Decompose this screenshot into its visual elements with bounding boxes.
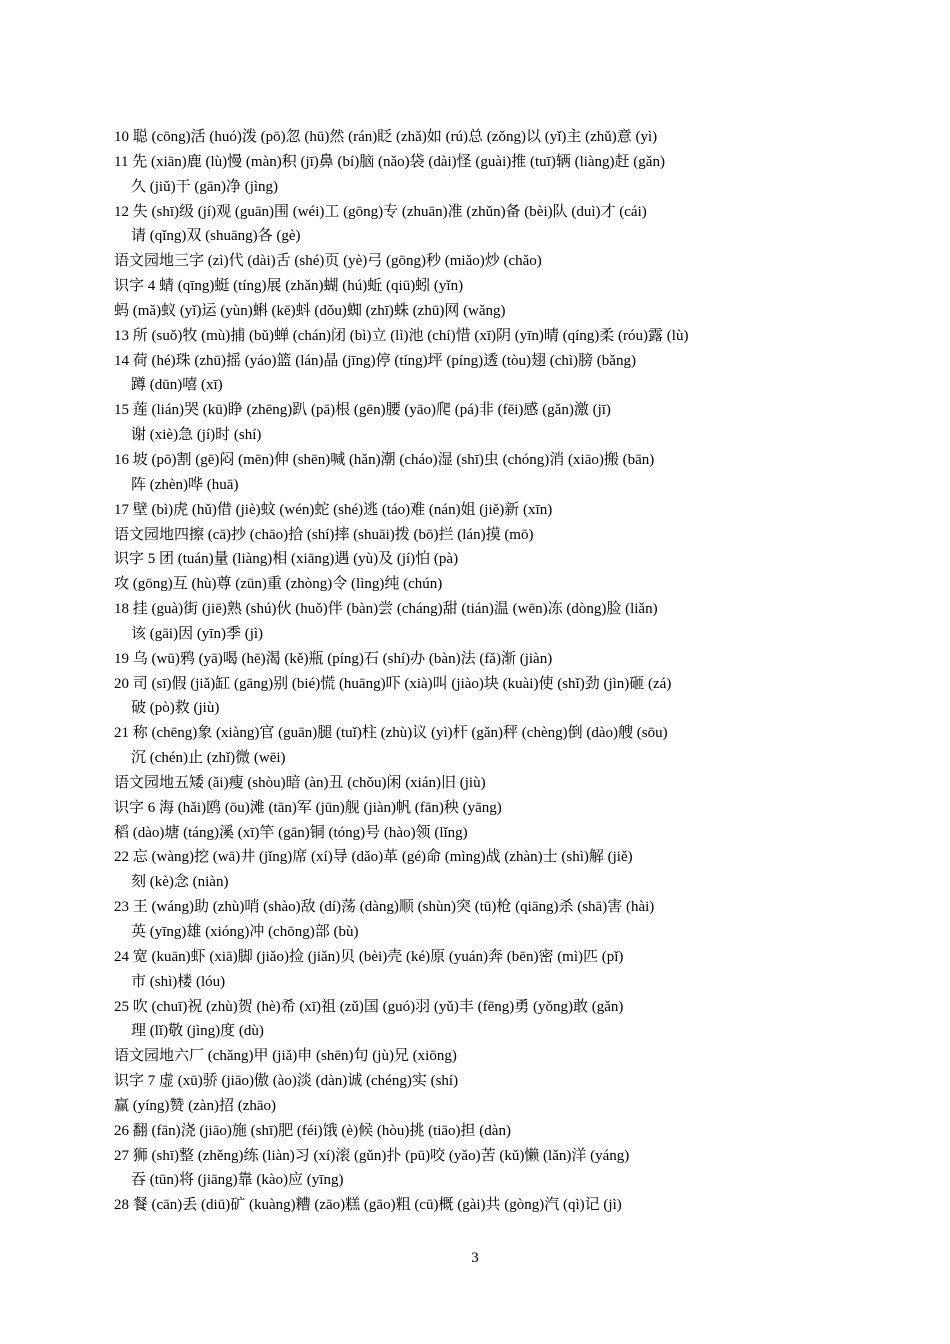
vocab-line: 识字 4 蜻 (qīng)蜓 (tíng)展 (zhǎn)蝴 (hú)蚯 (qiū)蚓 (yǐn) bbox=[114, 278, 464, 295]
vocabulary-list bbox=[114, 125, 834, 1218]
vocab-line: 语文园地五矮 (ǎi)瘦 (shòu)暗 (àn)丑 (chǒu)闲 (xián)旧 (jiù) bbox=[114, 774, 486, 791]
vocab-line: 15 莲 (lián)哭 (kū)睁 (zhēng)趴 (pā)根 (gēn)腰 (yāo)爬 (pá)非 (fēi)感 (gǎn)激 (jī) bbox=[114, 402, 611, 419]
vocab-line: 蚂 (mǎ)蚁 (yǐ)运 (yùn)蝌 (kē)蚪 (dǒu)蜘 (zhī)蛛 (zhū)网 (wǎng) bbox=[114, 302, 506, 319]
vocab-line-continuation: 蹲 (dūn)嘻 (xī) bbox=[131, 377, 223, 394]
vocab-line: 13 所 (suǒ)牧 (mù)捕 (bǔ)蝉 (chán)闭 (bì)立 (lì)池 (chí)惜 (xī)阴 (yīn)晴 (qíng)柔 (róu)露 (lù) bbox=[114, 327, 689, 344]
vocab-line: 语文园地六厂 (chǎng)甲 (jiǎ)申 (shēn)句 (jù)兄 (xiōng) bbox=[114, 1048, 457, 1065]
vocab-line: 赢 (yíng)赞 (zàn)招 (zhāo) bbox=[114, 1097, 277, 1114]
vocab-line: 17 壁 (bì)虎 (hǔ)借 (jiè)蚊 (wén)蛇 (shé)逃 (táo)难 (nán)姐 (jiě)新 (xīn) bbox=[114, 501, 553, 518]
page-number: 3 bbox=[471, 1250, 479, 1266]
vocab-line: 14 荷 (hé)珠 (zhū)摇 (yáo)篮 (lán)晶 (jīng)停 (tíng)坪 (píng)透 (tòu)翅 (chì)膀 (bǎng) bbox=[114, 352, 636, 369]
vocab-line: 19 乌 (wū)鸦 (yā)喝 (hē)渴 (kě)瓶 (píng)石 (shí)办 (bàn)法 (fǎ)渐 (jiàn) bbox=[114, 650, 553, 667]
vocab-line: 16 坡 (pō)割 (gē)闷 (mēn)伸 (shēn)喊 (hǎn)潮 (cháo)湿 (shī)虫 (chóng)消 (xiāo)搬 (bān) bbox=[114, 451, 655, 468]
vocab-line: 稻 (dào)塘 (táng)溪 (xī)竿 (gān)铜 (tóng)号 (hào)领 (lǐng) bbox=[114, 824, 468, 841]
vocab-line: 攻 (gōng)互 (hù)尊 (zūn)重 (zhòng)令 (lìng)纯 (chún) bbox=[114, 576, 443, 593]
vocab-line-continuation: 该 (gāi)因 (yīn)季 (jì) bbox=[131, 625, 264, 642]
vocab-line-continuation: 破 (pò)救 (jiù) bbox=[131, 700, 220, 717]
vocab-line-continuation: 请 (qǐng)双 (shuāng)各 (gè) bbox=[131, 228, 301, 245]
vocab-line: 识字 7 虚 (xū)骄 (jiāo)傲 (ào)淡 (dàn)诚 (chéng)实 (shí) bbox=[114, 1073, 459, 1090]
vocab-line: 21 称 (chēng)象 (xiàng)官 (guān)腿 (tuǐ)柱 (zhù)议 (yì)杆 (gǎn)秤 (chèng)倒 (dào)艘 (sōu) bbox=[114, 725, 668, 742]
vocab-line: 12 失 (shī)级 (jí)观 (guān)围 (wéi)工 (gōng)专 (zhuān)准 (zhǔn)备 (bèi)队 (duì)才 (cái) bbox=[114, 203, 647, 220]
vocab-line-continuation: 理 (lǐ)敬 (jìng)度 (dù) bbox=[131, 1023, 264, 1040]
vocab-line: 23 王 (wáng)助 (zhù)哨 (shào)敌 (dí)荡 (dàng)顺 (shùn)突 (tū)枪 (qiāng)杀 (shā)害 (hài) bbox=[114, 899, 655, 916]
vocab-line: 语文园地三字 (zì)代 (dài)舌 (shé)页 (yè)弓 (gōng)秒 (miǎo)炒 (chǎo) bbox=[114, 253, 542, 270]
vocab-line: 语文园地四擦 (cā)抄 (chāo)拾 (shí)摔 (shuāi)拨 (bō)拦 (lán)摸 (mō) bbox=[114, 526, 534, 543]
vocab-line-continuation: 阵 (zhèn)哗 (huā) bbox=[131, 476, 239, 493]
vocab-line-continuation: 刻 (kè)念 (niàn) bbox=[131, 874, 229, 891]
vocab-line: 27 狮 (shī)整 (zhěng)练 (liàn)习 (xí)滚 (gǔn)扑 (pū)咬 (yǎo)苦 (kǔ)懒 (lǎn)洋 (yáng) bbox=[114, 1147, 630, 1164]
vocab-line-continuation: 吞 (tūn)将 (jiāng)靠 (kào)应 (yīng) bbox=[131, 1172, 344, 1189]
vocab-line-continuation: 谢 (xiè)急 (jí)时 (shí) bbox=[131, 427, 262, 444]
vocab-line: 识字 6 海 (hǎi)鸥 (ōu)滩 (tān)军 (jūn)舰 (jiàn)帆 (fān)秧 (yāng) bbox=[114, 799, 502, 816]
vocab-line: 24 宽 (kuān)虾 (xiā)脚 (jiǎo)捡 (jiǎn)贝 (bèi)壳 (ké)原 (yuán)奔 (bēn)密 (mì)匹 (pǐ) bbox=[114, 948, 624, 965]
vocab-line: 20 司 (sī)假 (jiǎ)缸 (gāng)别 (bié)慌 (huāng)吓 (xià)叫 (jiào)块 (kuài)使 (shǐ)劲 (jìn)砸 (zá) bbox=[114, 675, 672, 692]
vocab-line: 18 挂 (guà)街 (jiē)熟 (shú)伙 (huǒ)伴 (bàn)尝 (cháng)甜 (tián)温 (wēn)冻 (dòng)脸 (liǎn) bbox=[114, 601, 658, 618]
vocab-line: 11 先 (xiān)鹿 (lù)慢 (màn)积 (jī)鼻 (bí)脑 (nǎo)袋 (dài)怪 (guài)推 (tuī)辆 (liàng)赶 (gǎn) bbox=[114, 153, 665, 170]
vocab-line-continuation: 英 (yīng)雄 (xióng)冲 (chōng)部 (bù) bbox=[131, 924, 359, 940]
vocab-line-continuation: 市 (shì)楼 (lóu) bbox=[131, 973, 226, 990]
vocab-line: 26 翻 (fān)浇 (jiāo)施 (shī)肥 (féi)饿 (è)候 (hòu)挑 (tiāo)担 (dàn) bbox=[114, 1122, 511, 1139]
vocab-line: 识字 5 团 (tuán)量 (liàng)相 (xiāng)遇 (yù)及 (jí)怕 (pà) bbox=[114, 551, 459, 568]
vocab-line-continuation: 沉 (chén)止 (zhǐ)微 (wēi) bbox=[131, 750, 286, 767]
vocab-line: 10 聪 (cōng)活 (huó)泼 (pō)忽 (hū)然 (rán)眨 (zhǎ)如 (rú)总 (zǒng)以 (yǐ)主 (zhǔ)意 (yì) bbox=[114, 129, 658, 145]
vocab-line-continuation: 久 (jiǔ)干 (gān)净 (jìng) bbox=[131, 178, 279, 195]
vocab-line: 28 餐 (cān)丢 (diū)矿 (kuàng)糟 (zāo)糕 (gāo)粗 (cū)概 (gài)共 (gòng)汽 (qì)记 (jì) bbox=[114, 1197, 622, 1214]
vocab-line: 22 忘 (wàng)挖 (wā)井 (jǐng)席 (xí)导 (dǎo)革 (gé)命 (mìng)战 (zhàn)士 (shì)解 (jiě) bbox=[114, 849, 633, 866]
vocab-line: 25 吹 (chuī)祝 (zhù)贺 (hè)希 (xī)祖 (zǔ)国 (guó)羽 (yǔ)丰 (fēng)勇 (yǒng)敢 (gǎn) bbox=[114, 998, 624, 1015]
